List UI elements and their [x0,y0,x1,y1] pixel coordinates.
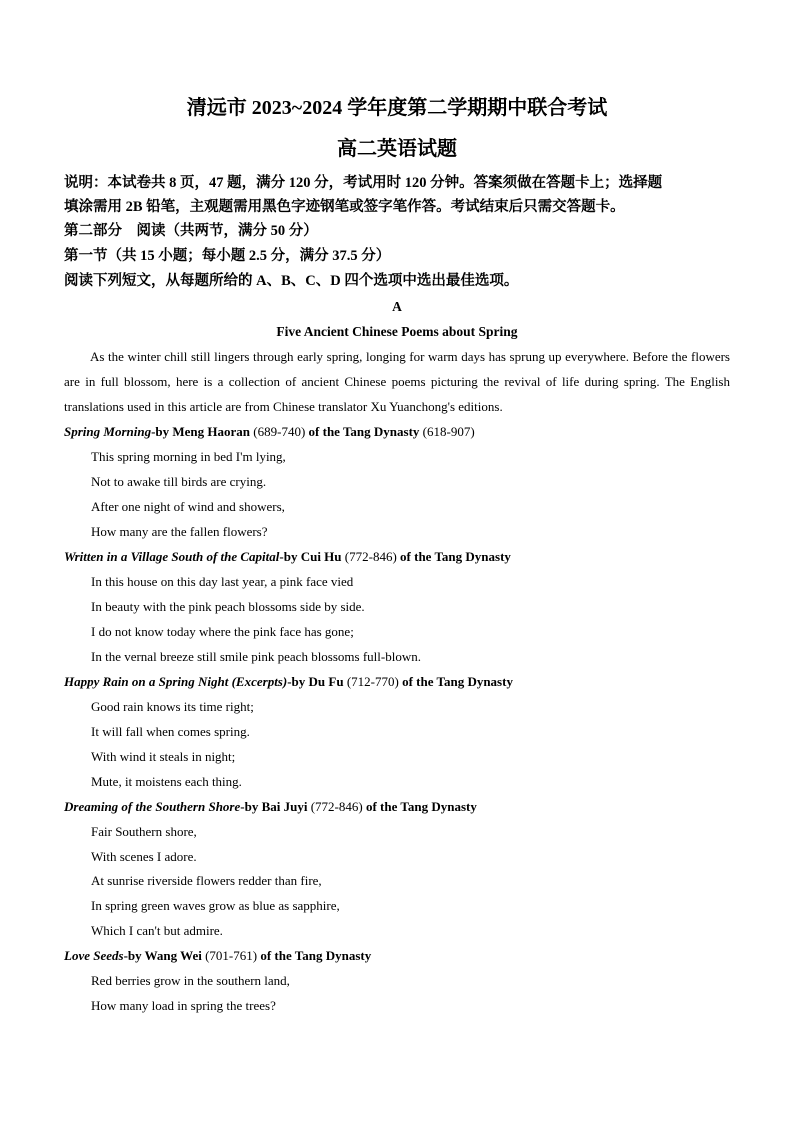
poem-years: (772-846) [341,549,401,564]
poem-line: In the vernal breeze still smile pink peach blossoms full-blown. [91,649,421,664]
poem-line: In this house on this day last year, a pink face vied [91,574,354,589]
poem-title: Written in a Village South of the Capital [64,549,280,564]
poem-line: How many load in spring the trees? [91,998,276,1013]
poem-line: In beauty with the pink peach blossoms side by side. [91,599,365,614]
poem-line: Fair Southern shore, [91,824,197,839]
poem-years: (701-761) [201,948,261,963]
poem-dynasty: of the Tang Dynasty [308,424,420,439]
poem-dynasty: of the Tang Dynasty [260,948,372,963]
passage-letter: A [392,299,402,314]
poem-title: Happy Rain on a Spring Night (Excerpts) [64,674,288,689]
part-heading: 第二部分 阅读（共两节，满分 50 分） [64,223,318,239]
poem-heading [64,547,744,567]
poem-heading [64,946,744,966]
exam-title: 清远市 2023~2024 学年度第二学期期中联合考试 [186,97,608,119]
poem-author: -by Bai Juyi [240,799,308,814]
poem-line: Red berries grow in the southern land, [91,973,290,988]
poem-line: Not to awake till birds are crying. [91,474,267,489]
poem-line: How many are the fallen flowers? [91,524,268,539]
poem-heading [64,672,744,692]
poem-years: (689-740) [250,424,309,439]
poem-years: (712-770) [343,674,403,689]
poem-years: (772-846) [307,799,366,814]
poem-dynasty: of the Tang Dynasty [365,799,477,814]
poem-line: With wind it steals in night; [91,749,236,764]
poem-title: Spring Morning [64,424,152,439]
poem-line: Good rain knows its time right; [91,699,254,714]
poem-line: I do not know today where the pink face has gone; [91,624,354,639]
poem-title: Love Seeds [64,948,124,963]
poem-author: -by Du Fu [287,674,344,689]
intro-paragraph: As the winter chill still lingers through early spring, longing for warm days has sprung up everywhere. Before the flowers are in full blossom, here is a collection of ancient Chinese poems picturing the revival of life during spring. The English translations used in this article are from Chinese translator Xu Yuanchong's editions. [64,349,730,414]
poem-line: It will fall when comes spring. [91,724,250,739]
poem-line: With scenes I adore. [91,849,197,864]
poem-dynasty-years: (618-907) [419,424,475,439]
poem-line: Which I can't but admire. [91,923,223,938]
poem-heading [64,797,744,817]
section-heading: 第一节（共 15 小题；每小题 2.5 分，满分 37.5 分） [64,248,391,264]
poem-dynasty: of the Tang Dynasty [400,549,511,564]
poem-author: -by Wang Wei [123,948,202,963]
poem-line: After one night of wind and showers, [91,499,285,514]
passage-title: Five Ancient Chinese Poems about Spring [276,324,518,339]
exam-subtitle: 高二英语试题 [337,138,457,160]
poem-dynasty: of the Tang Dynasty [402,674,513,689]
poem-line: In spring green waves grow as blue as sapphire, [91,898,340,913]
poem-line: At sunrise riverside flowers redder than fire, [91,873,322,888]
poem-line: This spring morning in bed I'm lying, [91,449,286,464]
directions: 阅读下列短文，从每题所给的 A、B、C、D 四个选项中选出最佳选项。 [64,273,519,289]
poem-author: -by Cui Hu [279,549,342,564]
poem-line: Mute, it moistens each thing. [91,774,242,789]
poem-title: Dreaming of the Southern Shore [64,799,241,814]
poem-author: -by Meng Haoran [151,424,251,439]
poem-heading [64,422,744,442]
instructions-line-1: 说明：本试卷共 8 页，47 题，满分 120 分，考试用时 120 分钟。答案须做在答题卡上；选择题 [64,175,663,191]
instructions-line-2: 填涂需用 2B 铅笔，主观题需用黑色字迹钢笔或签字笔作答。考试结束后只需交答题卡。 [64,199,625,215]
